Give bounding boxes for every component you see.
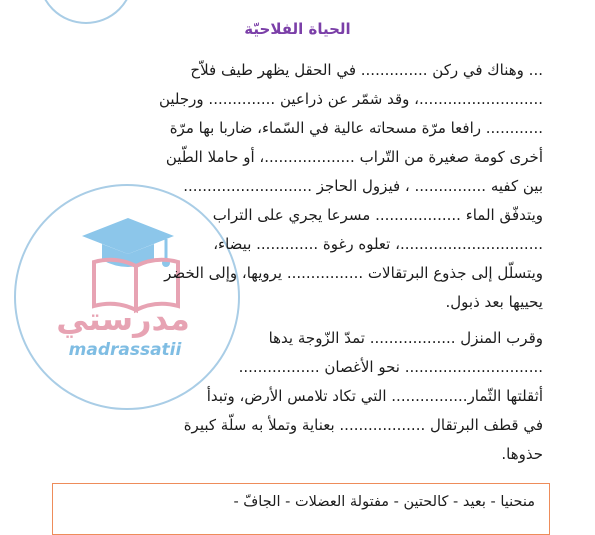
word-bank-text: منحنيا - بعيد - كالحتين - مفتولة العضلات - الجافّ - (233, 494, 535, 510)
text-line: أثقلتها الثّمار................ التي تكاد تلامس الأرض، وتبدأ (206, 387, 543, 405)
text-line: ..............................، تعلوه رغوة ............. بيضاء، (213, 235, 543, 253)
text-line: بين كفيه ............... ، فيزول الحاجز ........................... (183, 177, 543, 195)
text-line: ..........................، وقد شمّر عن ذراعين .............. ورجلين (158, 90, 543, 108)
text-line: ............ رافعا مرّة مسحاته عالية في السّماء، ضاربا بها مرّة (169, 119, 543, 137)
text-line: ويتسلّل إلى جذوع البرتقالات ................ يرويها، وإلى الخضر (164, 264, 543, 282)
text-line: حذوها. (501, 445, 543, 463)
word-bank-box (52, 483, 550, 535)
text-line: ... وهناك في ركن .............. في الحقل يظهر طيف فلاّح (190, 61, 543, 79)
text-line: وقرب المنزل .................. تمدّ الزّوجة يدها (268, 329, 543, 347)
text-line: ويتدفّق الماء .................. مسرعا يجري على التراب (212, 206, 543, 224)
text-line: أخرى كومة صغيرة من التّراب ...................، أو حاملا الطّين (165, 148, 543, 166)
text-line: يحييها بعد ذبول. (445, 293, 543, 311)
page-title: الحياة الفلاحيّة (244, 20, 351, 38)
text-line: ............................. نحو الأغصان ................. (238, 358, 543, 376)
watermark-arabic: مدرستي (56, 300, 190, 338)
watermark-latin: madrassatii (68, 340, 182, 360)
text-line: في قطف البرتقال .................. بعناية وتملأ به سلّة كبيرة (183, 416, 543, 434)
